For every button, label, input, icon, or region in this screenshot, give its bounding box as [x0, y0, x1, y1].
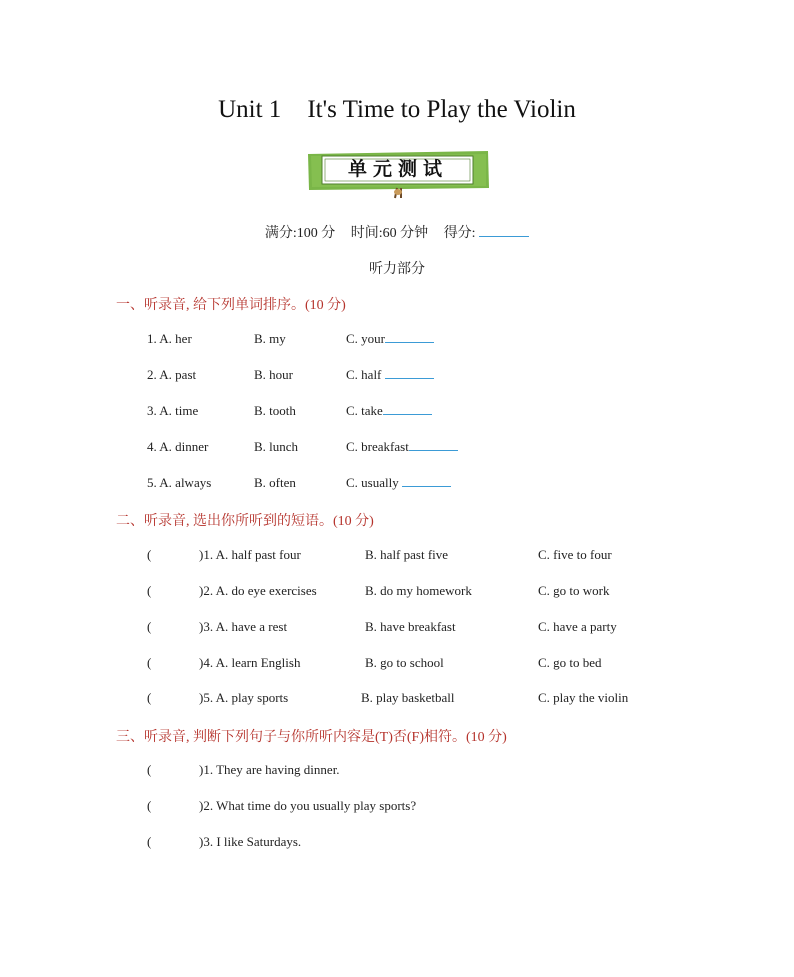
s2-item4-c: C. go to bed — [538, 655, 602, 670]
score-label: 得分: — [444, 226, 529, 241]
s2-item1-a: ( )1. A. half past four — [147, 547, 301, 562]
answer-blank[interactable] — [383, 414, 432, 415]
s3-item3: ( )3. I like Saturdays. — [147, 834, 302, 849]
time-limit: 时间:60 分钟 — [350, 226, 429, 241]
unit-test-banner — [305, 148, 491, 200]
answer-paren[interactable]: ( — [147, 798, 152, 813]
s2-item4-a: ( )4. A. learn English — [147, 655, 301, 670]
full-score: 满分:100 分 — [264, 226, 336, 241]
s1-item5-a: 5. A. always — [147, 475, 212, 490]
s1-item4-c: C. breakfast — [346, 439, 458, 455]
answer-paren[interactable]: ( — [147, 762, 152, 777]
section1-heading: 一、听录音, 给下列单词排序。(10 分) — [116, 298, 346, 313]
unit-name: It's Time to Play the Violin — [307, 96, 576, 123]
answer-paren[interactable]: ( — [147, 834, 152, 849]
answer-blank[interactable] — [385, 378, 434, 379]
s2-item5-a: ( )5. A. play sports — [147, 690, 289, 705]
answer-paren[interactable]: ( — [147, 690, 152, 705]
answer-paren[interactable]: ( — [147, 547, 152, 562]
score-info — [0, 222, 794, 242]
unit-label: Unit 1 — [218, 96, 282, 123]
answer-paren[interactable]: ( — [147, 655, 152, 670]
s2-item2-c: C. go to work — [538, 583, 610, 598]
s1-item5-b: B. often — [254, 475, 296, 490]
s2-item5-b: B. play basketball — [361, 690, 455, 705]
s1-item2-a: 2. A. past — [147, 367, 197, 382]
answer-paren[interactable]: ( — [147, 619, 152, 634]
s2-item5-c: C. play the violin — [538, 690, 629, 705]
s2-item3-c: C. have a party — [538, 619, 617, 634]
s1-item4-a: 4. A. dinner — [147, 439, 209, 454]
s2-item3-a: ( )3. A. have a rest — [147, 619, 288, 634]
s2-item3-b: B. have breakfast — [365, 619, 456, 634]
s1-item3-c: C. take — [346, 403, 432, 419]
s1-item1-a: 1. A. her — [147, 331, 192, 346]
s2-item2-a: ( )2. A. do eye exercises — [147, 583, 317, 598]
s2-item2-b: B. do my homework — [365, 583, 472, 598]
s2-item4-b: B. go to school — [365, 655, 444, 670]
s1-item1-c: C. your — [346, 331, 434, 347]
score-blank[interactable] — [479, 236, 529, 237]
s1-item2-b: B. hour — [254, 367, 293, 382]
answer-blank[interactable] — [409, 450, 458, 451]
banner-label: 单元测试 — [347, 158, 448, 180]
s1-item5-c: C. usually — [346, 475, 451, 491]
page-title — [0, 96, 794, 124]
answer-blank[interactable] — [402, 486, 451, 487]
s1-item4-b: B. lunch — [254, 439, 299, 454]
answer-paren[interactable]: ( — [147, 583, 152, 598]
s1-item3-b: B. tooth — [254, 403, 296, 418]
s1-item1-b: B. my — [254, 331, 286, 346]
section2-heading: 二、听录音, 选出你所听到的短语。(10 分) — [116, 514, 374, 529]
s1-item3-a: 3. A. time — [147, 403, 199, 418]
s1-item2-c: C. half — [346, 367, 434, 383]
s3-item2: ( )2. What time do you usually play sports? — [147, 798, 417, 813]
part-title: 听力部分 — [369, 262, 425, 277]
s3-item1: ( )1. They are having dinner. — [147, 762, 340, 777]
section3-heading: 三、听录音, 判断下列句子与你所听内容是(T)否(F)相符。(10 分) — [116, 730, 507, 745]
answer-blank[interactable] — [385, 342, 434, 343]
s2-item1-c: C. five to four — [538, 547, 612, 562]
s2-item1-b: B. half past five — [365, 547, 449, 562]
